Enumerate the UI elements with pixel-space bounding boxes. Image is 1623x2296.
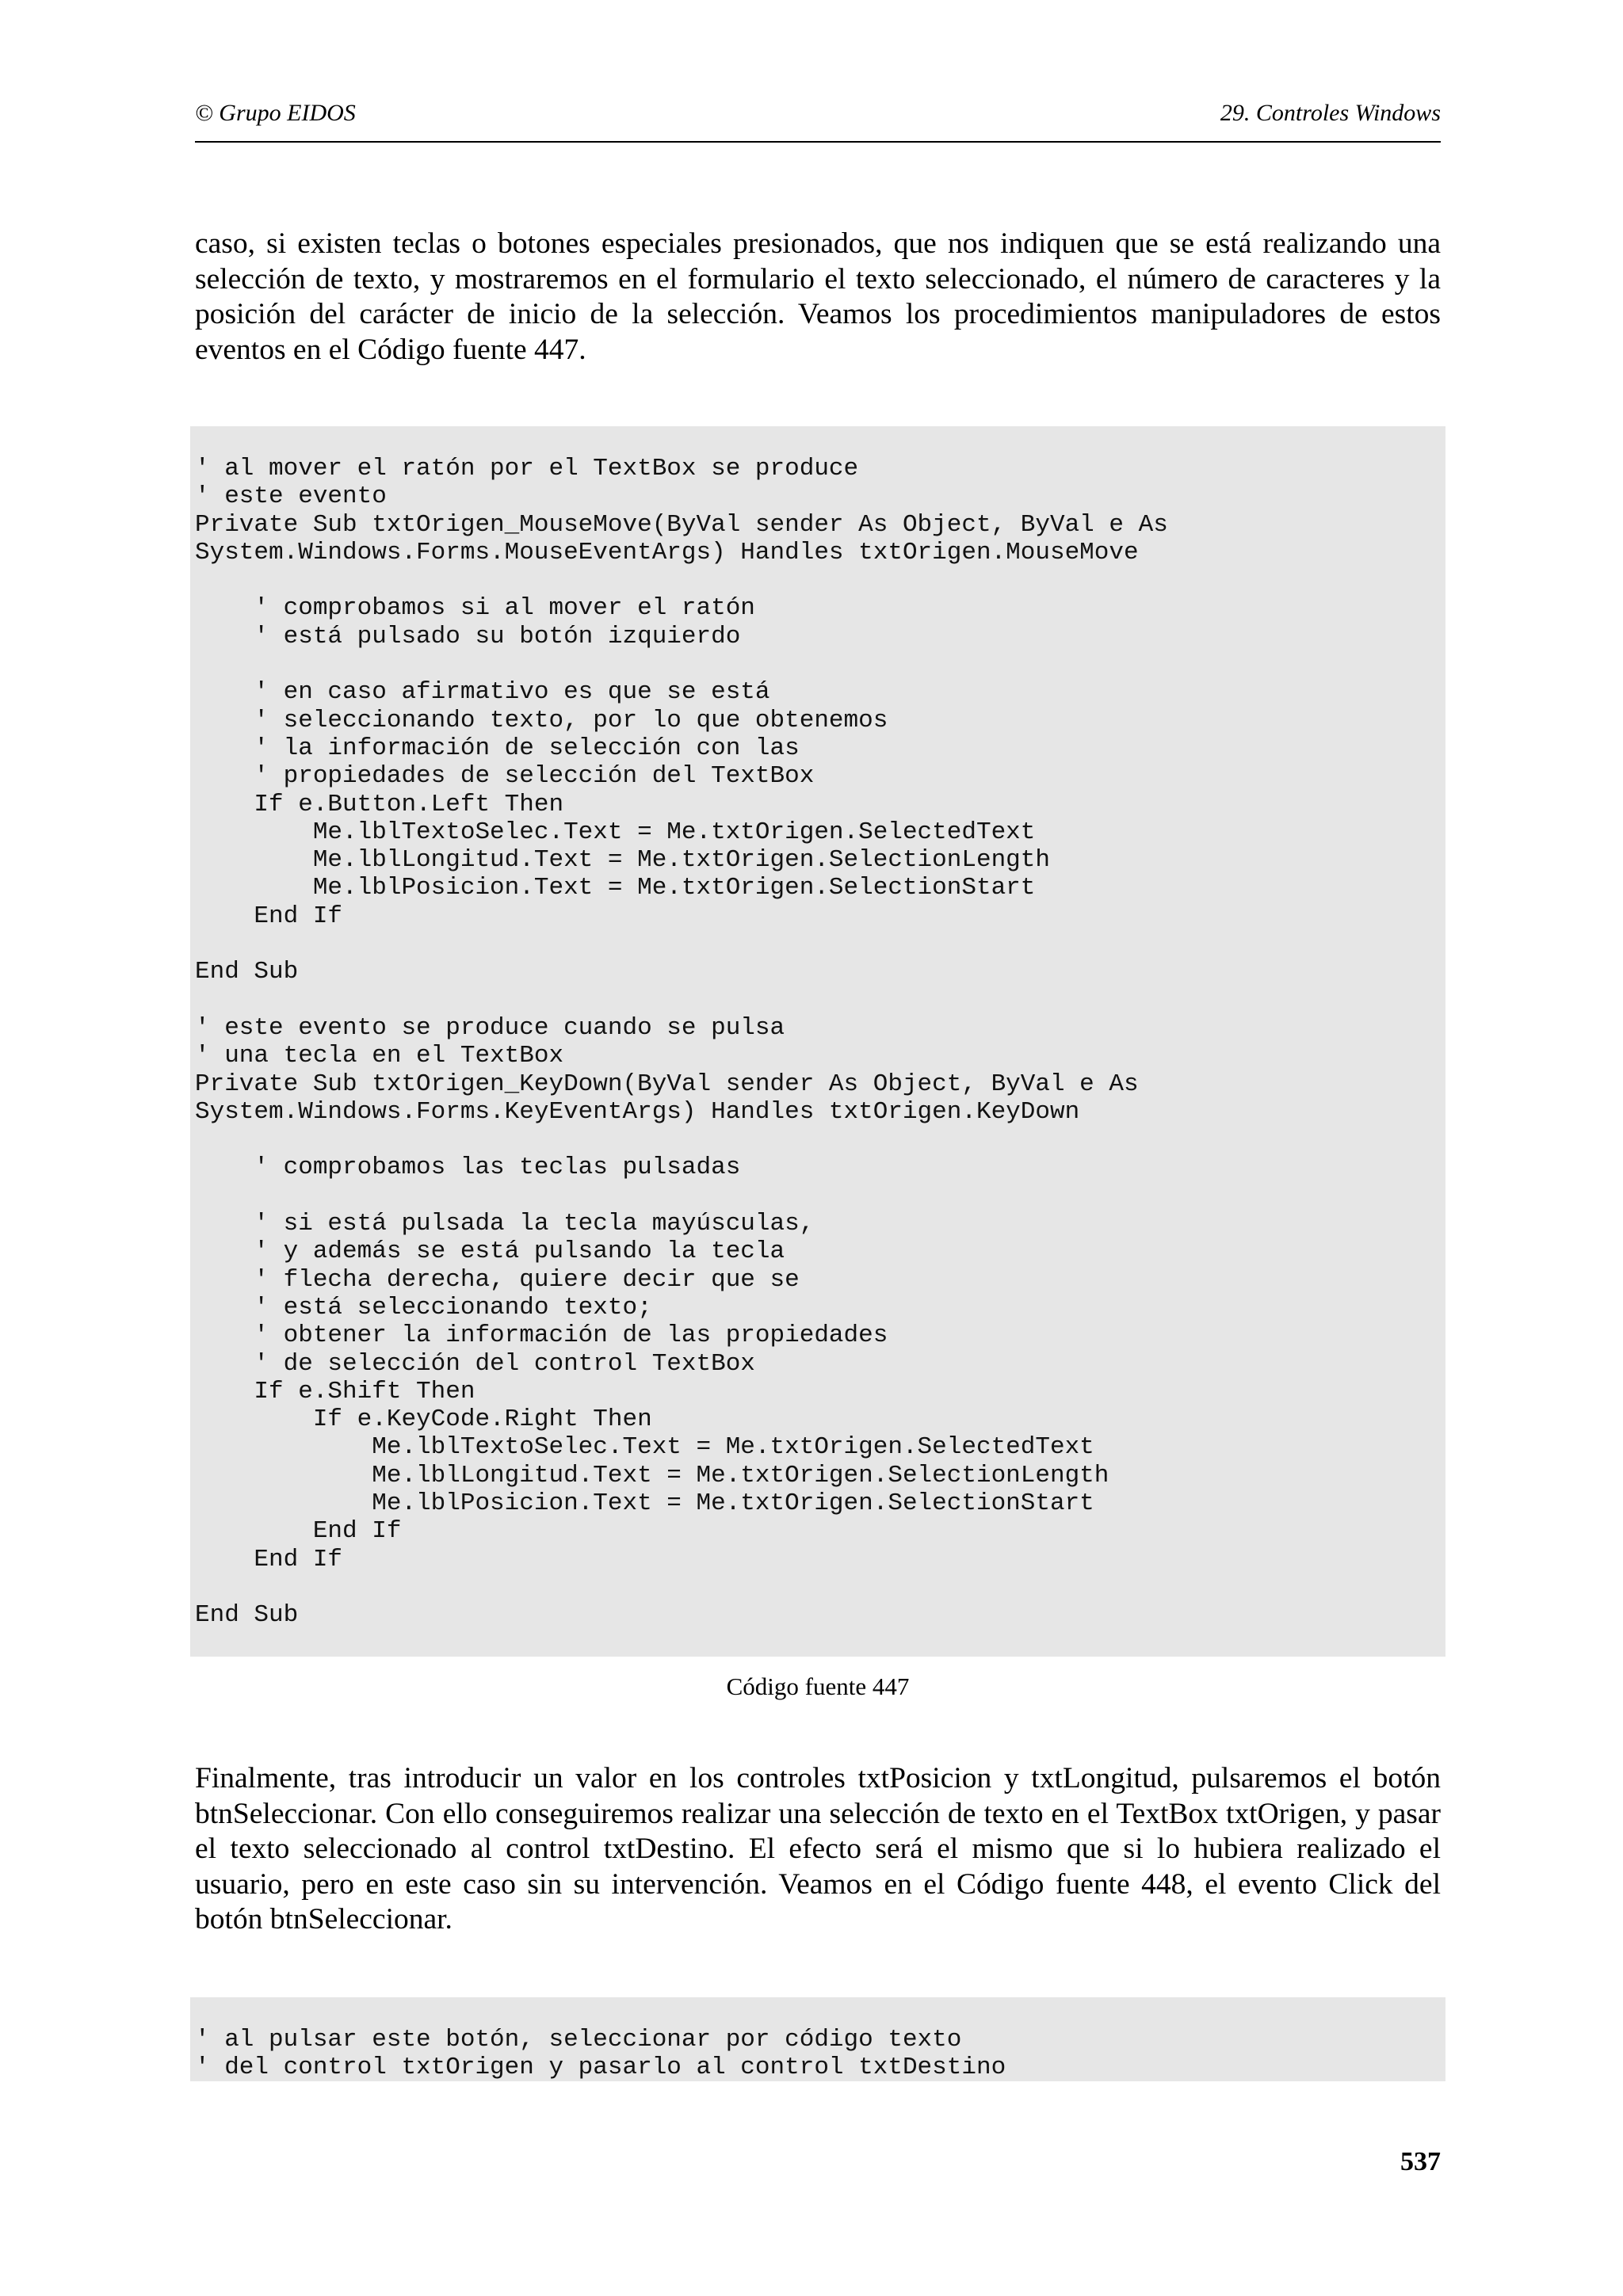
- code-line: ' propiedades de selección del TextBox: [195, 762, 815, 791]
- code-line: Me.lblLongitud.Text = Me.txtOrigen.SelectionLength: [195, 846, 1050, 875]
- code-listing-448: [190, 1997, 1445, 2081]
- code-line: If e.Shift Then: [195, 1377, 475, 1405]
- code-line: ' comprobamos si al mover el ratón: [195, 594, 755, 623]
- header-chapter-title: 29. Controles Windows: [1220, 100, 1441, 126]
- code-line: Me.lblPosicion.Text = Me.txtOrigen.SelectionStart: [195, 874, 1036, 902]
- code-line: Private Sub txtOrigen_KeyDown(ByVal sender As Object, ByVal e As: [195, 1070, 1139, 1098]
- code-listing-447: [190, 426, 1445, 1657]
- code-line: ' al pulsar este botón, seleccionar por código texto: [195, 2026, 962, 2054]
- intro-paragraph: caso, si existen teclas o botones especiales presionados, que nos indiquen que se está realizando una selección de texto, y mostraremos en el formulario el texto seleccionado, el número de caracteres y la posición del carácter de inicio de la selección. Veamos los procedimientos manipuladores de estos eventos en el Código fuente 447.: [195, 227, 1441, 366]
- code-line: [195, 930, 1445, 958]
- code-line: System.Windows.Forms.MouseEventArgs) Handles txtOrigen.MouseMove: [195, 538, 1139, 566]
- code-line: End Sub: [195, 1601, 299, 1630]
- header-publisher: © Grupo EIDOS: [195, 100, 356, 126]
- code-line: ' y además se está pulsando la tecla: [195, 1238, 785, 1266]
- code-line: System.Windows.Forms.KeyEventArgs) Handles txtOrigen.KeyDown: [195, 1097, 1080, 1126]
- code-line: ' al mover el ratón por el TextBox se produce: [195, 455, 859, 482]
- code-line: ' flecha derecha, quiere decir que se: [195, 1265, 800, 1294]
- code-line: ' en caso afirmativo es que se está: [195, 678, 770, 707]
- page-number: 537: [1400, 2147, 1441, 2176]
- code-line: [195, 650, 1445, 678]
- code-line: ' este evento: [195, 482, 387, 511]
- code-line: End If: [195, 1545, 343, 1573]
- page-header: [195, 95, 1441, 143]
- code-line: ' una tecla en el TextBox: [195, 1042, 564, 1070]
- final-paragraph: Finalmente, tras introducir un valor en los controles txtPosicion y txtLongitud, pulsaremos el botón btnSeleccionar. Con ello conseguiremos realizar una selección de texto en el TextBox txtOrigen, y pasar el texto seleccionado al control txtDestino. El efecto será el mismo que si lo hubiera realizado el usuario, pero en este caso sin su intervención. Veamos en el Código fuente 448, el evento Click del botón btnSeleccionar.: [195, 1762, 1441, 1936]
- code-line: [195, 1126, 1445, 1154]
- code-line: Me.lblTextoSelec.Text = Me.txtOrigen.SelectedText: [195, 818, 1036, 846]
- code-line: ' seleccionando texto, por lo que obtenemos: [195, 706, 888, 734]
- code-line: ' la información de selección con las: [195, 734, 800, 762]
- code-line: Me.lblTextoSelec.Text = Me.txtOrigen.SelectedText: [195, 1433, 1094, 1462]
- code-line: ' este evento se produce cuando se pulsa: [195, 1013, 785, 1042]
- code-line: ' de selección del control TextBox: [195, 1349, 755, 1378]
- code-line: ' está pulsado su botón izquierdo: [195, 622, 741, 650]
- code-line: If e.KeyCode.Right Then: [195, 1405, 652, 1434]
- code-line: Private Sub txtOrigen_MouseMove(ByVal sender As Object, ByVal e As: [195, 510, 1168, 539]
- code-line: ' si está pulsada la tecla mayúsculas,: [195, 1210, 815, 1238]
- code-caption-447: Código fuente 447: [726, 1672, 910, 1700]
- code-line: ' está seleccionando texto;: [195, 1293, 652, 1322]
- code-line: Me.lblLongitud.Text = Me.txtOrigen.SelectionLength: [195, 1461, 1109, 1489]
- code-line: ' comprobamos las teclas pulsadas: [195, 1154, 741, 1182]
- code-line: ' obtener la información de las propiedades: [195, 1322, 888, 1350]
- code-line: [195, 566, 1445, 594]
- code-line: [195, 1573, 1445, 1601]
- code-line: [195, 1182, 1445, 1210]
- code-line: End If: [195, 902, 343, 930]
- code-line: [195, 986, 1445, 1014]
- code-line: End Sub: [195, 958, 299, 986]
- code-line: ' del control txtOrigen y pasarlo al control txtDestino: [195, 2054, 1006, 2082]
- code-line: If e.Button.Left Then: [195, 790, 564, 818]
- code-line: Me.lblPosicion.Text = Me.txtOrigen.SelectionStart: [195, 1489, 1094, 1517]
- code-line: End If: [195, 1517, 402, 1546]
